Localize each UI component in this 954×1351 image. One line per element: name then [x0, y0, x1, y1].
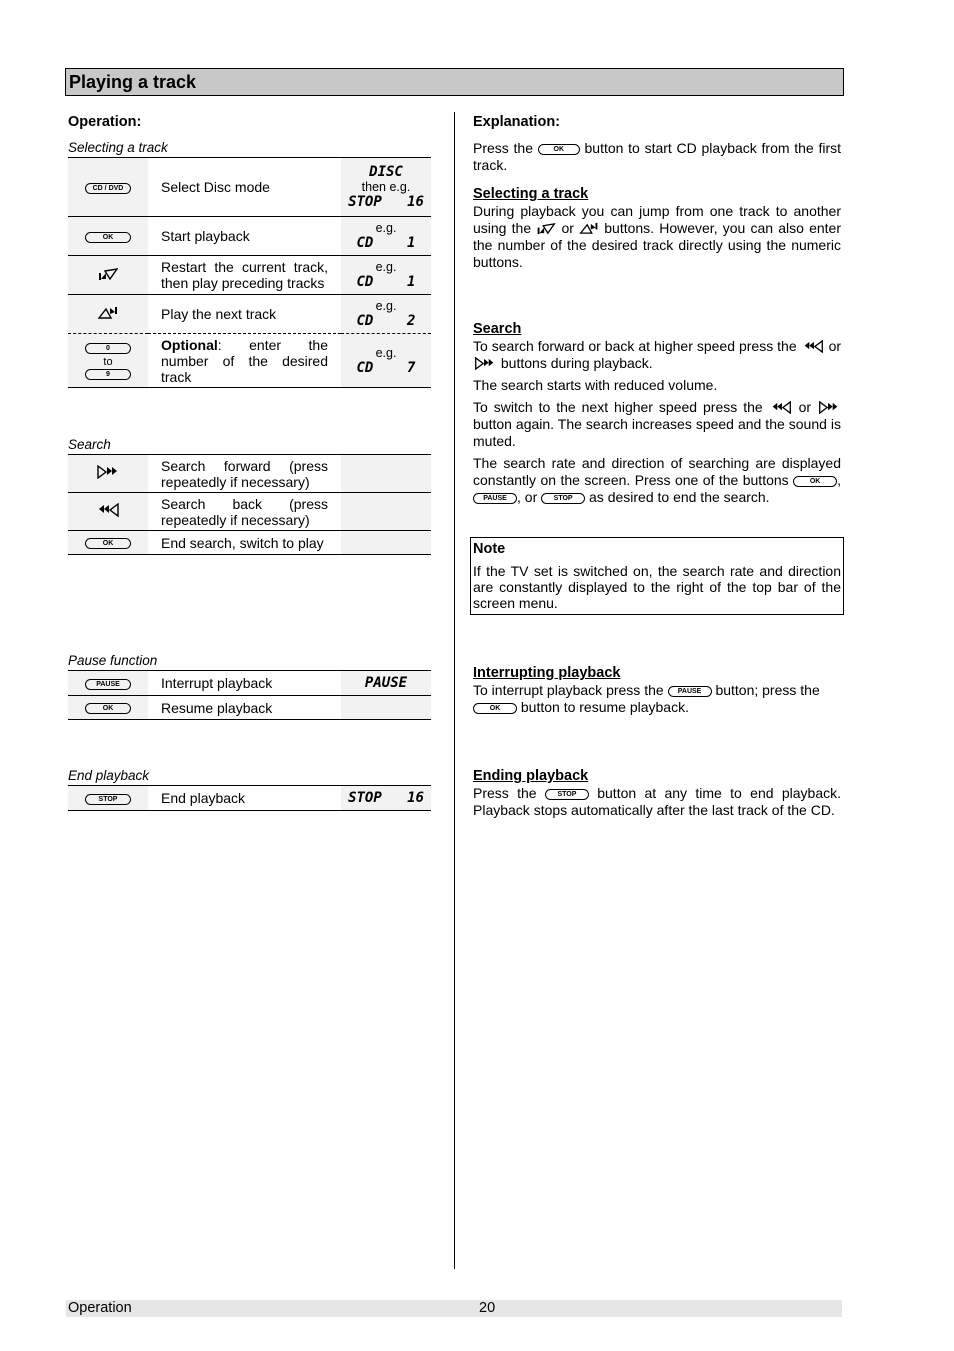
table-row	[68, 158, 431, 217]
pause-table	[68, 670, 431, 720]
row-text: Resume playback	[148, 696, 341, 720]
display-cell	[341, 334, 431, 388]
column-divider	[454, 112, 455, 1269]
display-note: e.g.	[375, 221, 397, 235]
page-title: Playing a track	[69, 72, 197, 92]
digit-9-key[interactable]: 9	[85, 369, 131, 380]
restart-icon[interactable]	[98, 269, 118, 284]
display-cell	[341, 158, 431, 217]
pause-key[interactable]: PAUSE	[85, 679, 131, 690]
display-cell	[341, 256, 431, 295]
lcd-display: STOP 16	[348, 193, 424, 210]
end-label: End playback	[68, 768, 150, 783]
to-label: to	[103, 355, 113, 368]
end-table	[68, 785, 431, 811]
display-cell	[341, 531, 431, 555]
table-row	[68, 334, 431, 388]
title-bar	[65, 68, 844, 96]
lcd-display: CD 7	[356, 359, 416, 376]
search-section: Search To search forward or back at higher speed press the or buttons during playback. The search starts with reduced volume. To switch to the next higher speed press the or button again. The search increases speed and the sound is muted. The search rate and direction of searching are displayed constantly on the screen. Press one of the buttons OK , PAUSE , or STOP as desired to end the search.	[473, 321, 842, 505]
restart-icon	[536, 222, 556, 235]
row-text: End playback	[148, 786, 341, 811]
next-track-icon	[579, 222, 599, 235]
lcd-display: PAUSE	[364, 674, 408, 691]
row-text: Restart the current track, then play preceding tracks	[148, 256, 341, 295]
intro-paragraph: Press the OK button to start CD playback from the first track.	[473, 140, 842, 173]
page-number: 20	[479, 1300, 496, 1316]
display-cell	[341, 493, 431, 531]
table-row	[68, 671, 431, 696]
table-row	[68, 531, 431, 555]
row-text: Select Disc mode	[148, 158, 341, 217]
note-heading: Note	[473, 541, 506, 557]
stop-key: STOP	[545, 789, 589, 800]
row-text	[148, 334, 341, 388]
search-label: Search	[68, 437, 111, 452]
stop-key: STOP	[541, 493, 585, 504]
digit-0-key[interactable]: 0	[85, 343, 131, 354]
explanation-heading: Explanation:	[473, 114, 561, 130]
ending-section: Ending playback Press the STOP button at any time to end playback. Playback stops automatically after the last track of the CD.	[473, 768, 841, 818]
selecting-table	[68, 157, 431, 388]
interrupting-section: Interrupting playback To interrupt playback press the PAUSE button; press the OK button to resume playback.	[473, 665, 841, 716]
table-row	[68, 696, 431, 720]
selecting-heading: Selecting a track	[473, 186, 589, 202]
search-forward-icon	[817, 401, 841, 414]
ok-key[interactable]: OK	[85, 538, 131, 549]
operation-heading: Operation:	[68, 114, 142, 130]
search-table	[68, 454, 431, 555]
row-text: Search forward (press repeatedly if necessary)	[148, 455, 341, 493]
display-cell	[341, 217, 431, 256]
ok-key[interactable]: OK	[85, 232, 131, 243]
search-forward-icon	[473, 357, 497, 370]
selecting-label: Selecting a track	[68, 140, 168, 155]
display-note: e.g.	[375, 260, 397, 274]
optional-label: Optional	[161, 336, 218, 353]
search-forward-icon[interactable]	[96, 467, 120, 482]
selecting-section: Selecting a track During playback you can jump from one track to another using the or buttons. However, you can also enter the number of the desired track directly using the numeric buttons.	[473, 186, 842, 270]
footer	[66, 1300, 842, 1317]
row-text: Start playback	[148, 217, 341, 256]
search-heading: Search	[473, 321, 522, 337]
display-cell	[341, 455, 431, 493]
optional-text: : enter the number of the desired track	[161, 336, 328, 385]
lcd-display: CD 2	[356, 313, 416, 329]
ok-key: OK	[538, 144, 580, 155]
display-note: e.g.	[375, 345, 397, 360]
row-text: Interrupt playback	[148, 671, 341, 696]
ending-heading: Ending playback	[473, 768, 589, 784]
footer-section: Operation	[68, 1300, 132, 1316]
cd-dvd-key[interactable]: CD / DVD	[85, 183, 131, 194]
search-paragraph: The search starts with reduced volume.	[473, 377, 718, 393]
lcd-display: CD 1	[356, 274, 416, 290]
stop-key[interactable]: STOP	[85, 794, 131, 805]
ok-key: OK	[473, 703, 517, 714]
interrupting-heading: Interrupting playback	[473, 665, 621, 681]
table-row	[68, 493, 431, 531]
table-row	[68, 217, 431, 256]
row-text: Search back (press repeatedly if necessary)	[148, 493, 341, 531]
display-note: then e.g.	[361, 179, 411, 194]
table-row	[68, 455, 431, 493]
display-cell	[341, 295, 431, 334]
note-text: If the TV set is switched on, the search rate and direction are constantly displayed to the right of the top bar of the screen menu.	[473, 563, 841, 611]
note-box	[470, 537, 844, 615]
pause-key: PAUSE	[668, 686, 712, 697]
pause-key: PAUSE	[473, 493, 517, 504]
table-row	[68, 295, 431, 334]
lcd-display: CD 1	[356, 235, 416, 251]
row-text: End search, switch to play	[148, 531, 341, 555]
row-text: Play the next track	[148, 295, 341, 334]
search-back-icon[interactable]	[96, 505, 120, 520]
lcd-display: STOP 16	[348, 789, 424, 806]
ok-key[interactable]: OK	[85, 703, 131, 714]
display-cell	[341, 671, 431, 696]
search-back-icon	[769, 401, 793, 414]
pause-label: Pause function	[68, 653, 158, 668]
display-note: e.g.	[375, 299, 397, 313]
table-row	[68, 256, 431, 295]
search-back-icon	[801, 340, 825, 353]
ok-key: OK	[793, 476, 837, 487]
next-track-icon[interactable]	[98, 308, 118, 323]
display-cell	[341, 696, 431, 720]
table-row	[68, 786, 431, 811]
lcd-display: DISC	[369, 163, 403, 180]
display-cell	[341, 786, 431, 811]
